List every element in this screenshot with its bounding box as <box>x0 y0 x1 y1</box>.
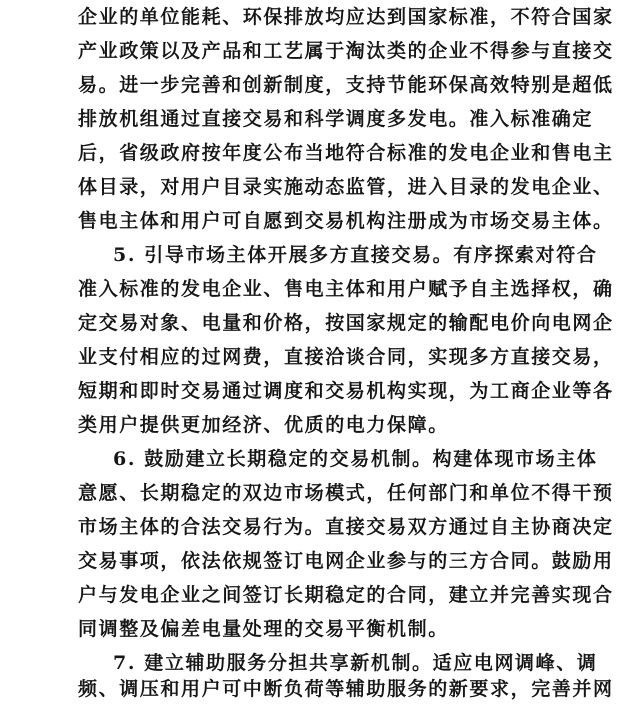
text-line: 准入标准的发电企业、售电主体和用户赋予自主选择权，确 <box>78 278 614 300</box>
text-line: 交易事项，依法依规签订电网企业参与的三方合同。鼓励用 <box>78 550 614 572</box>
text-line: 户与发电企业之间签订长期稳定的合同，建立并完善实现合 <box>78 584 614 606</box>
text-line: 业支付相应的过网费，直接洽谈合同，实现多方直接交易， <box>78 346 614 368</box>
text-line: 短期和即时交易通过调度和交易机构实现，为工商企业等各 <box>78 380 614 402</box>
text-line: 产业政策以及产品和工艺属于淘汰类的企业不得参与直接交 <box>78 40 614 62</box>
text-line: 排放机组通过直接交易和科学调度多发电。准入标准确定 <box>78 108 594 130</box>
text-line: 意愿、长期稳定的双边市场模式，任何部门和单位不得干预 <box>78 482 614 504</box>
text-line: 市场主体的合法交易行为。直接交易双方通过自主协商决定 <box>78 516 614 538</box>
text-line: 频、调压和用户可中断负荷等辅助服务的新要求，完善并网 <box>78 678 614 700</box>
text-line: 体目录，对用户目录实施动态监管，进入目录的发电企业、 <box>78 176 614 198</box>
text-line: 售电主体和用户可自愿到交易机构注册成为市场交易主体。 <box>78 210 614 232</box>
section-heading-line: 6. 鼓励建立长期稳定的交易机制。构建体现市场主体 <box>113 448 598 470</box>
text-line: 后，省级政府按年度公布当地符合标准的发电企业和售电主 <box>78 142 614 164</box>
section-heading-line: 5. 引导市场主体开展多方直接交易。有序探索对符合 <box>113 244 598 266</box>
text-line: 企业的单位能耗、环保排放均应达到国家标准，不符合国家 <box>78 6 614 28</box>
text-line: 易。进一步完善和创新制度，支持节能环保高效特别是超低 <box>78 74 614 96</box>
text-line: 定交易对象、电量和价格，按国家规定的输配电价向电网企 <box>78 312 614 334</box>
section-heading-line: 7. 建立辅助服务分担共享新机制。适应电网调峰、调 <box>113 652 598 674</box>
text-line: 同调整及偏差电量处理的交易平衡机制。 <box>78 618 449 640</box>
text-line: 类用户提供更加经济、优质的电力保障。 <box>78 414 449 436</box>
